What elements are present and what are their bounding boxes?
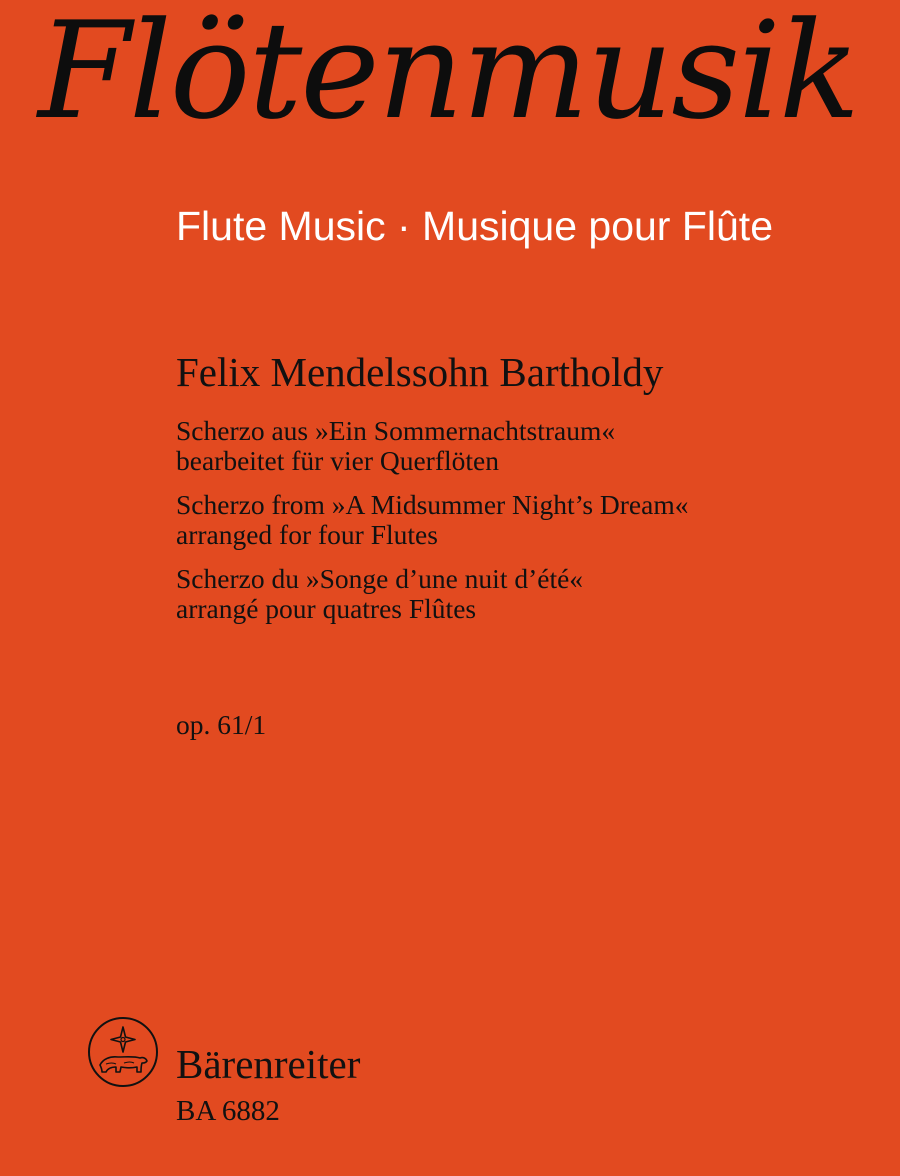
cover-title: Flötenmusik xyxy=(38,0,859,149)
description-line: arranged for four Flutes xyxy=(176,519,438,550)
description-english xyxy=(176,490,688,550)
description-line: Scherzo aus »Ein Sommernachtstraum« xyxy=(176,415,616,446)
composer-name: Felix Mendelssohn Bartholdy xyxy=(176,349,664,395)
description-french xyxy=(176,564,688,624)
publisher-name: Bärenreiter xyxy=(176,1041,361,1087)
description-line: bearbeitet für vier Querflöten xyxy=(176,445,499,476)
work-descriptions xyxy=(176,416,688,638)
baerenreiter-logo-icon xyxy=(86,1015,160,1089)
description-german xyxy=(176,416,688,476)
cover-subtitle: Flute Music · Musique pour Flûte xyxy=(176,203,774,249)
catalog-number: BA 6882 xyxy=(176,1095,280,1127)
description-line: Scherzo from »A Midsummer Night’s Dream« xyxy=(176,489,689,520)
description-line: arrangé pour quatres Flûtes xyxy=(176,593,477,624)
opus-number: op. 61/1 xyxy=(176,709,267,740)
description-line: Scherzo du »Songe d’une nuit d’été« xyxy=(176,563,584,594)
